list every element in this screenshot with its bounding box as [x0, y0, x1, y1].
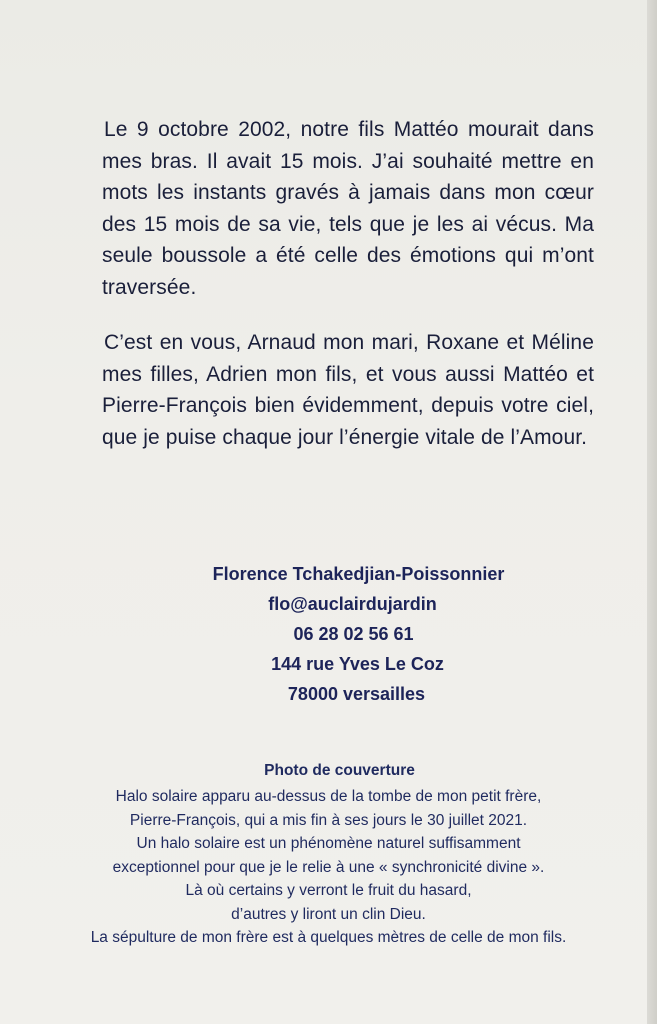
author-city: 78000 versailles: [287, 684, 426, 704]
author-name: Florence Tchakedjian-Poissonnier: [212, 564, 505, 584]
cover-photo-credit: [0, 758, 657, 950]
cover-photo-title: Photo de couverture: [264, 762, 415, 779]
intro-paragraph-2-text: C’est en vous, Arnaud mon mari, Roxane et Méline mes filles, Adrien mon fils, et vous aussi Mattéo et Pierre-François bien évidemment, depuis votre ciel, que je puise chaque jour l’énergie vitale de l’Amour.: [102, 331, 594, 449]
cover-photo-line: Un halo solaire est un phénomène naturel suffisamment: [136, 835, 521, 852]
cover-photo-line: La sépulture de mon frère est à quelques mètres de celle de mon fils.: [90, 929, 567, 946]
intro-paragraph-2: [102, 327, 594, 453]
cover-photo-line: d’autres y liront un clin Dieu.: [231, 905, 426, 923]
cover-photo-line: Là où certains y verront le fruit du hasard,: [185, 882, 472, 899]
intro-paragraph-1: [102, 114, 594, 303]
intro-paragraph-1-text: Le 9 octobre 2002, notre fils Mattéo mourait dans mes bras. Il avait 15 mois. J’ai souhaité mettre en mots les instants gravés à jamais dans mon cœur des 15 mois de sa vie, tels que je les ai vécus. Ma seule boussole a été celle des émotions qui m’ont traversée.: [102, 118, 594, 299]
cover-photo-line: Halo solaire apparu au-dessus de la tombe de mon petit frère,: [115, 788, 542, 805]
cover-photo-line: Pierre-François, qui a mis fin à ses jours le 30 juillet 2021.: [129, 811, 528, 829]
author-contact-block: [0, 559, 657, 709]
cover-photo-line: exceptionnel pour que je le relie à une « synchronicité divine ».: [112, 858, 545, 876]
author-street: 144 rue Yves Le Coz: [271, 654, 444, 674]
author-phone: 06 28 02 56 61: [293, 624, 414, 644]
author-email: flo@auclairdujardin: [268, 594, 437, 614]
